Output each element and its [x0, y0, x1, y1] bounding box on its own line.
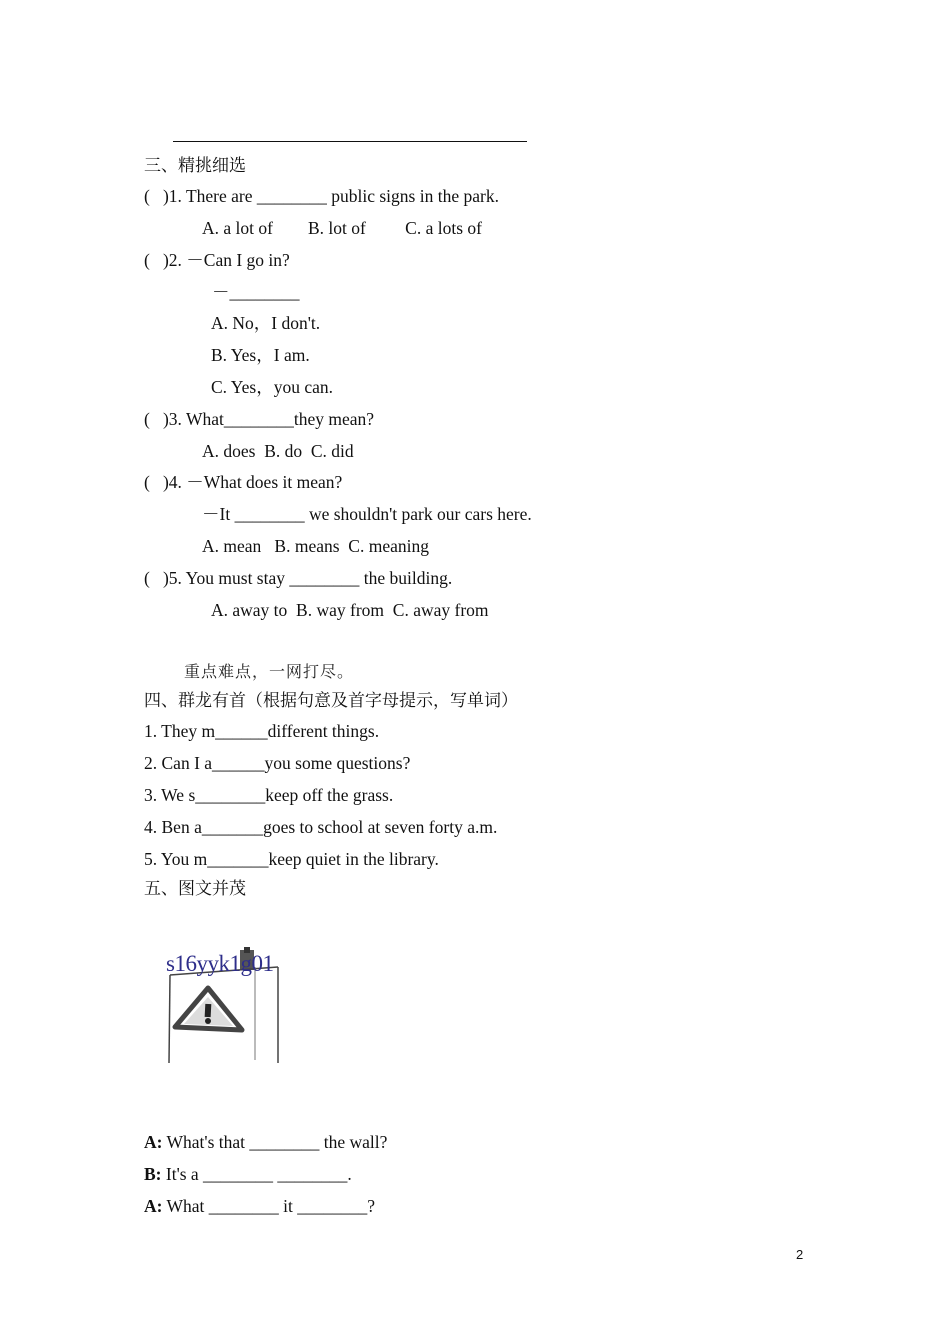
dialogue-line-2: [144, 1163, 352, 1185]
dialogue-text: What ________ it ________?: [162, 1196, 376, 1216]
question-4-reply: －It ________ we shouldn't park our cars here.: [202, 504, 532, 524]
page-number: 2: [796, 1247, 804, 1262]
dialogue-line-3: [144, 1195, 375, 1217]
question-5-options: A. away to B. way from C. away from: [211, 600, 489, 620]
dialogue-line-1: [144, 1131, 387, 1153]
section-4-title: 四、群龙有首（根据句意及首字母提示，写单词）: [144, 691, 518, 711]
question-4: ( )4. －What does it mean?: [144, 472, 343, 492]
question-3: ( )3. What________they mean?: [144, 409, 375, 429]
question-2-option-a: A. No，I don't.: [211, 313, 321, 333]
fill-item-3: 3. We s________keep off the grass.: [144, 785, 394, 805]
fill-item-4: 4. Ben a_______goes to school at seven forty a.m.: [144, 817, 498, 837]
image-watermark: s16yyk1g01: [166, 951, 274, 976]
question-4-options: A. mean B. means C. meaning: [202, 536, 429, 556]
motto: 重点难点，一网打尽。: [184, 662, 355, 681]
fill-item-1: 1. They m______different things.: [144, 721, 380, 741]
question-5: ( )5. You must stay ________ the building.: [144, 568, 453, 588]
speaker-b: B:: [144, 1164, 162, 1184]
dialogue-text: It's a ________ ________.: [161, 1164, 352, 1184]
question-2-option-b: B. Yes，I am.: [211, 345, 310, 365]
dialogue-text: What's that ________ the wall?: [162, 1132, 388, 1152]
question-1-options: A. a lot of B. lot of C. a lots of: [202, 218, 482, 238]
speaker-a: A:: [144, 1132, 163, 1152]
speaker-a: A:: [144, 1196, 163, 1216]
question-3-options: A. does B. do C. did: [202, 441, 354, 461]
question-2-reply: －________: [212, 282, 300, 302]
question-2-option-c: C. Yes，you can.: [211, 377, 334, 397]
answer-line: [173, 141, 527, 142]
section-3-title: 三、精挑细选: [144, 156, 246, 176]
fill-item-2: 2. Can I a______you some questions?: [144, 753, 411, 773]
question-1: ( )1. There are ________ public signs in the park.: [144, 186, 499, 206]
section-5-title: 五、图文并茂: [144, 879, 246, 899]
fill-item-5: 5. You m_______keep quiet in the library.: [144, 849, 439, 869]
question-2: ( )2. －Can I go in?: [144, 250, 290, 270]
